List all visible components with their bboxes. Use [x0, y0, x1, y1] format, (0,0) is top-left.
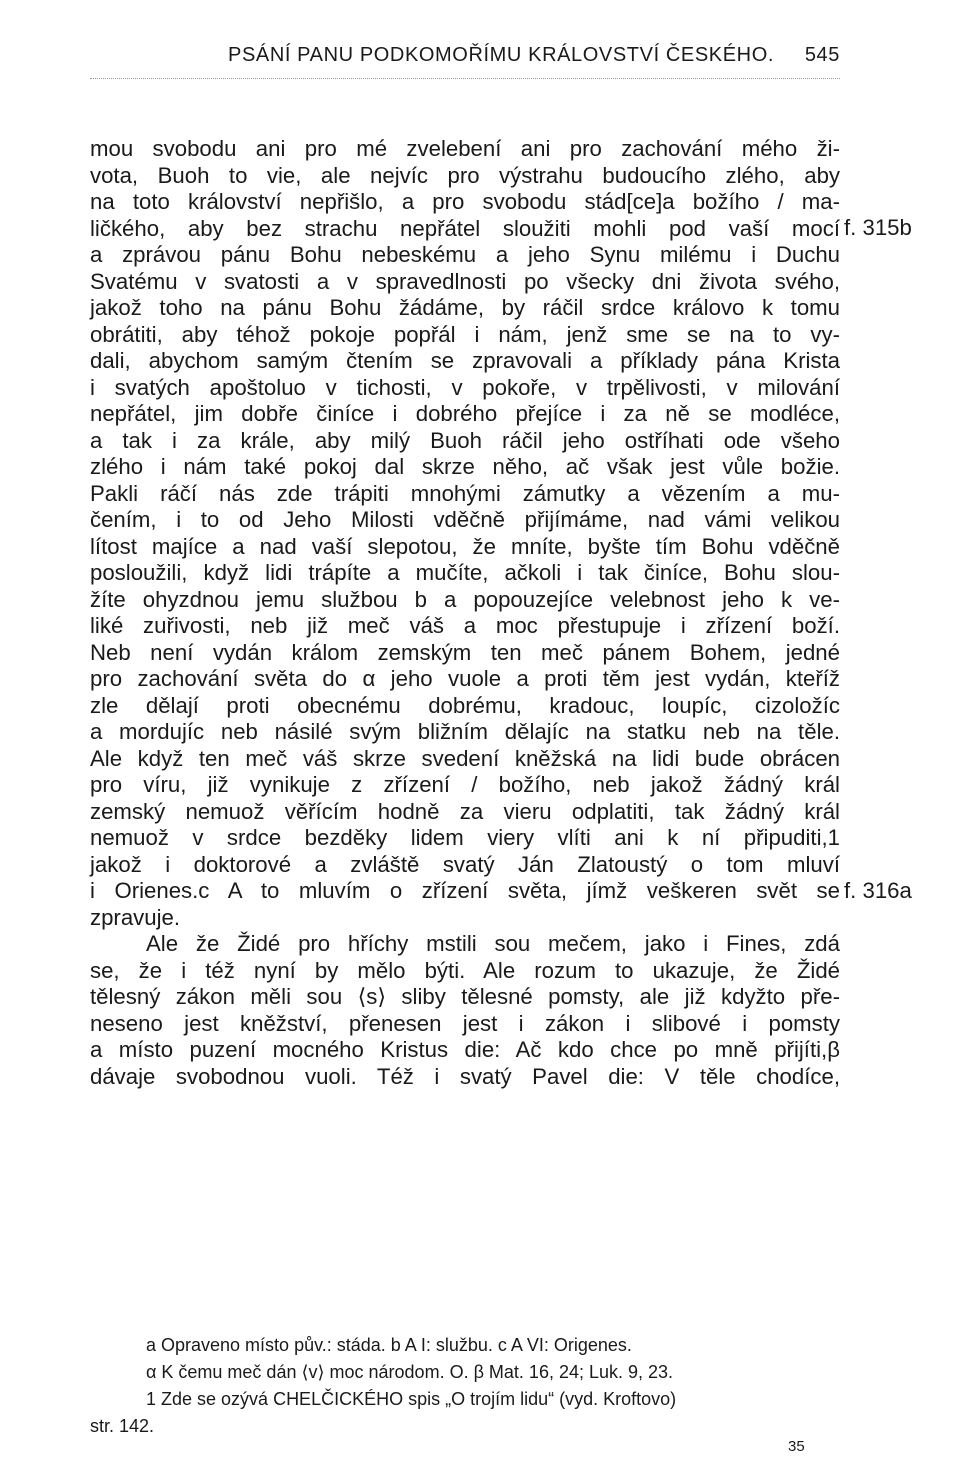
- text-line: i svatých apoštoluo v tichosti, v pokoře, v trpělivosti, v milování: [90, 374, 840, 400]
- footnote-line: 1 Zde se ozývá CHELČICKÉHO spis „O trojím lidu“ (vyd. Kroftovo): [146, 1389, 677, 1409]
- text-line: nepřátel, jim dobře činíce i dobrého přejíce i za ně se modléce,: [90, 401, 840, 426]
- text-line: obrátiti, aby téhož pokoje popřál i nám, jenž sme se na to vy-: [90, 321, 840, 347]
- text-line: Ale že Židé pro hříchy mstili sou mečem, jako i Fines, zdá: [146, 931, 840, 956]
- header-rule: [90, 78, 840, 79]
- text-line: Ale když ten meč váš skrze svedení kněžská na lidi bude obrácen: [90, 745, 840, 771]
- text-line: pro víru, již vynikuje z zřízení / božího, neb jakož žádný král: [90, 772, 840, 797]
- text-line: liké zuřivosti, neb již meč váš a moc přestupuje i zřízení boží.: [90, 613, 840, 638]
- text-line: Svatému v svatosti a v spravedlnosti po všecky dni života svého,: [90, 268, 840, 294]
- text-line: žíte ohyzdnou jemu službou b a popouzejíce velebnost jeho k ve-: [90, 586, 840, 612]
- text-line: dali, abychom samým čtením se zpravovali a příklady pána Krista: [90, 348, 840, 373]
- footnote-line: α K čemu meč dán ⟨v⟩ moc národom. O. β Mat. 16, 24; Luk. 9, 23.: [146, 1362, 674, 1382]
- text-line: se, že i též nyní by mělo býti. Ale rozum to ukazuje, že Židé: [90, 957, 840, 983]
- page-number: 545: [804, 44, 840, 66]
- text-line: tělesný zákon měli sou ⟨s⟩ sliby tělesné pomsty, ale již kdyžto pře-: [90, 984, 840, 1009]
- main-text: [90, 136, 840, 1090]
- text-line: zpravuje.: [90, 904, 181, 930]
- text-line: lítost majíce a nad vaší slepotou, že mníte, byšte tím Bohu vděčně: [90, 533, 840, 559]
- text-line: jakož toho na pánu Bohu žádáme, by ráčil srdce královo k tomu: [90, 295, 840, 320]
- text-line: mou svobodu ani pro mé zvelebení ani pro zachování mého ži-: [90, 136, 840, 161]
- text-line: Pakli ráčí nás zde trápiti mnohými zámutky a vězením a mu-: [90, 480, 840, 506]
- text-line: i Orienes.c A to mluvím o zřízení světa, jímž veškeren svět se: [90, 878, 840, 903]
- text-line: pro zachování světa do α jeho vuole a proti těm jest vydán, kteříž: [90, 666, 840, 691]
- text-line: zemský nemuož věřícím hodně za vieru odplatiti, tak žádný král: [90, 798, 840, 824]
- folio-note: f. 315b: [844, 215, 912, 240]
- text-line: a mordujíc neb násilé svým bližním dělajíc na statku neb na těle.: [90, 719, 840, 744]
- text-line: dávaje svobodnou vuoli. Též i svatý Pavel die: V těle chodíce,: [90, 1063, 840, 1089]
- text-line: a zprávou pánu Bohu nebeskému a jeho Synu milému i Duchu: [90, 242, 840, 267]
- text-line: nemuož v srdce bezděky lidem viery vlíti ani k ní připuditi,1: [90, 825, 840, 850]
- text-line: a místo puzení mocného Kristus die: Ač kdo chce po mně přijíti,β: [90, 1037, 840, 1062]
- text-line: posloužili, když lidi trápíte a mučíte, ačkoli i tak činíce, Bohu slou-: [90, 560, 840, 585]
- running-title: PSÁNÍ PANU PODKOMOŘÍMU KRÁLOVSTVÍ ČESKÉHO.: [228, 44, 775, 66]
- text-line: zlého i nám také pokoj dal skrze něho, ač však jest vůle božie.: [90, 454, 840, 479]
- text-line: vota, Buoh to vie, ale nejvíc pro výstrahu budoucího zlého, aby: [90, 162, 840, 188]
- text-line: na toto království nepřišlo, a pro svobodu stád[ce]a božího / ma-: [90, 189, 840, 214]
- signature-mark: 35: [788, 1438, 805, 1455]
- text-line: zle dělají proti obecnému dobrému, kradouc, loupíc, cizoložíc: [90, 692, 840, 718]
- footnote-line: str. 142.: [90, 1416, 155, 1436]
- text-line: Neb není vydán králom zemským ten meč pánem Bohem, jedné: [90, 639, 840, 665]
- text-line: ličkého, aby bez strachu nepřátel sloužiti mohli pod vaší mocí: [90, 215, 840, 241]
- footnotes: [90, 1332, 840, 1440]
- text-line: a tak i za krále, aby milý Buoh ráčil jeho ostříhati ode všeho: [90, 427, 840, 453]
- text-line: jakož i doktorové a zvláště svatý Ján Zlatoustý o tom mluví: [90, 851, 840, 877]
- folio-note: f. 316a: [844, 878, 912, 903]
- text-line: neseno jest kněžství, přenesen jest i zákon i slibové i pomsty: [90, 1010, 840, 1036]
- text-line: čením, i to od Jeho Milosti vděčně přijímáme, nad vámi velikou: [90, 507, 840, 532]
- footnote-line: a Opraveno místo pův.: stáda. b A I: službu. c A VI: Origenes.: [146, 1335, 632, 1355]
